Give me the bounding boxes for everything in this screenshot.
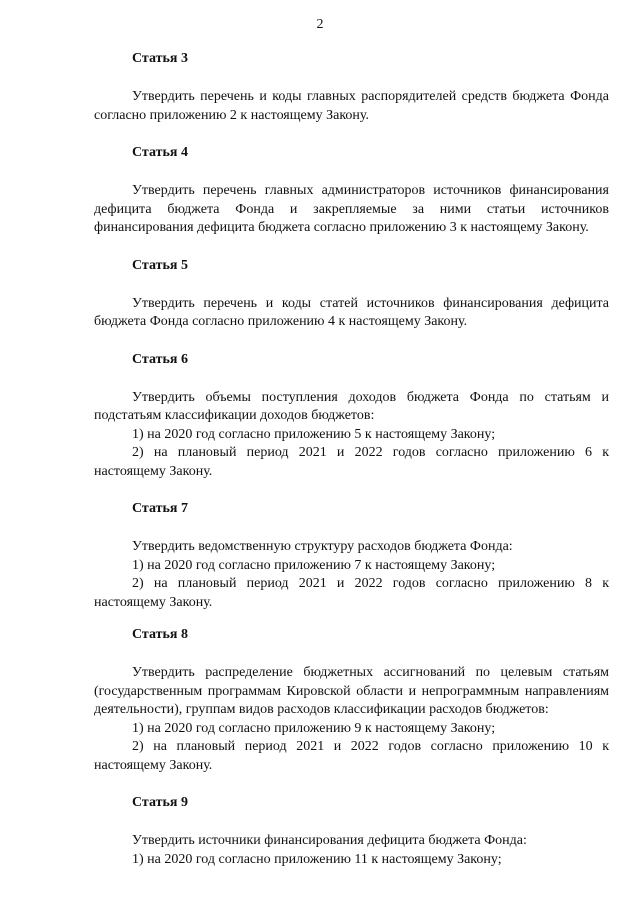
article-heading: Статья 6 [132, 351, 188, 367]
article-heading: Статья 3 [132, 51, 188, 66]
article-9 [94, 794, 609, 869]
article-heading: Статья 7 [132, 501, 188, 516]
article-paragraph: Утвердить перечень и коды статей источников финансирования дефицита бюджета Фонда согласно приложению 4 к настоящему Закону. [94, 295, 609, 329]
list-item: 2) на плановый период 2021 и 2022 годов согласно приложению 8 к настоящему Закону. [94, 576, 609, 610]
article-heading: Статья 5 [132, 257, 188, 273]
list-item: 2) на плановый период 2021 и 2022 годов согласно приложению 6 к настоящему Закону. [94, 445, 609, 479]
article-paragraph: Утвердить объемы поступления доходов бюджета Фонда по статьям и подстатьям классификации доходов бюджетов: [94, 389, 609, 423]
list-item: 1) на 2020 год согласно приложению 11 к настоящему Закону; [132, 851, 502, 867]
article-7 [94, 500, 609, 612]
list-item: 2) на плановый период 2021 и 2022 годов согласно приложению 10 к настоящему Закону. [94, 739, 609, 773]
article-4 [94, 144, 609, 238]
article-heading: Статья 4 [132, 145, 188, 160]
page-number: 2 [316, 17, 324, 32]
article-8 [94, 626, 609, 775]
article-3 [94, 50, 609, 125]
article-5 [94, 257, 609, 332]
article-paragraph: Утвердить перечень и коды главных распорядителей средств бюджета Фонда согласно приложению 2 к настоящему Закону. [94, 89, 609, 123]
article-heading: Статья 9 [132, 795, 188, 810]
list-item: 1) на 2020 год согласно приложению 7 к настоящему Закону; [132, 557, 496, 573]
document-body [94, 50, 609, 869]
article-paragraph: Утвердить ведомственную структуру расходов бюджета Фонда: [132, 539, 513, 554]
list-item: 1) на 2020 год согласно приложению 5 к настоящему Закону; [132, 426, 496, 442]
article-6 [94, 351, 609, 482]
article-paragraph: Утвердить источники финансирования дефицита бюджета Фонда: [132, 833, 527, 848]
list-item: 1) на 2020 год согласно приложению 9 к настоящему Закону; [132, 720, 496, 736]
article-paragraph: Утвердить распределение бюджетных ассигнований по целевым статьям (государственным программам Кировской области и непрограммным направлениям деятельности), группам видов расходов классификации расходов бюджетов: [94, 665, 609, 717]
article-heading: Статья 8 [132, 627, 188, 642]
article-paragraph: Утвердить перечень главных администраторов источников финансирования дефицита бюджета Фонда и закрепляемые за ними статьи источников финансирования дефицита бюджета согласно приложению 3 к настоящему Закону. [94, 183, 609, 235]
